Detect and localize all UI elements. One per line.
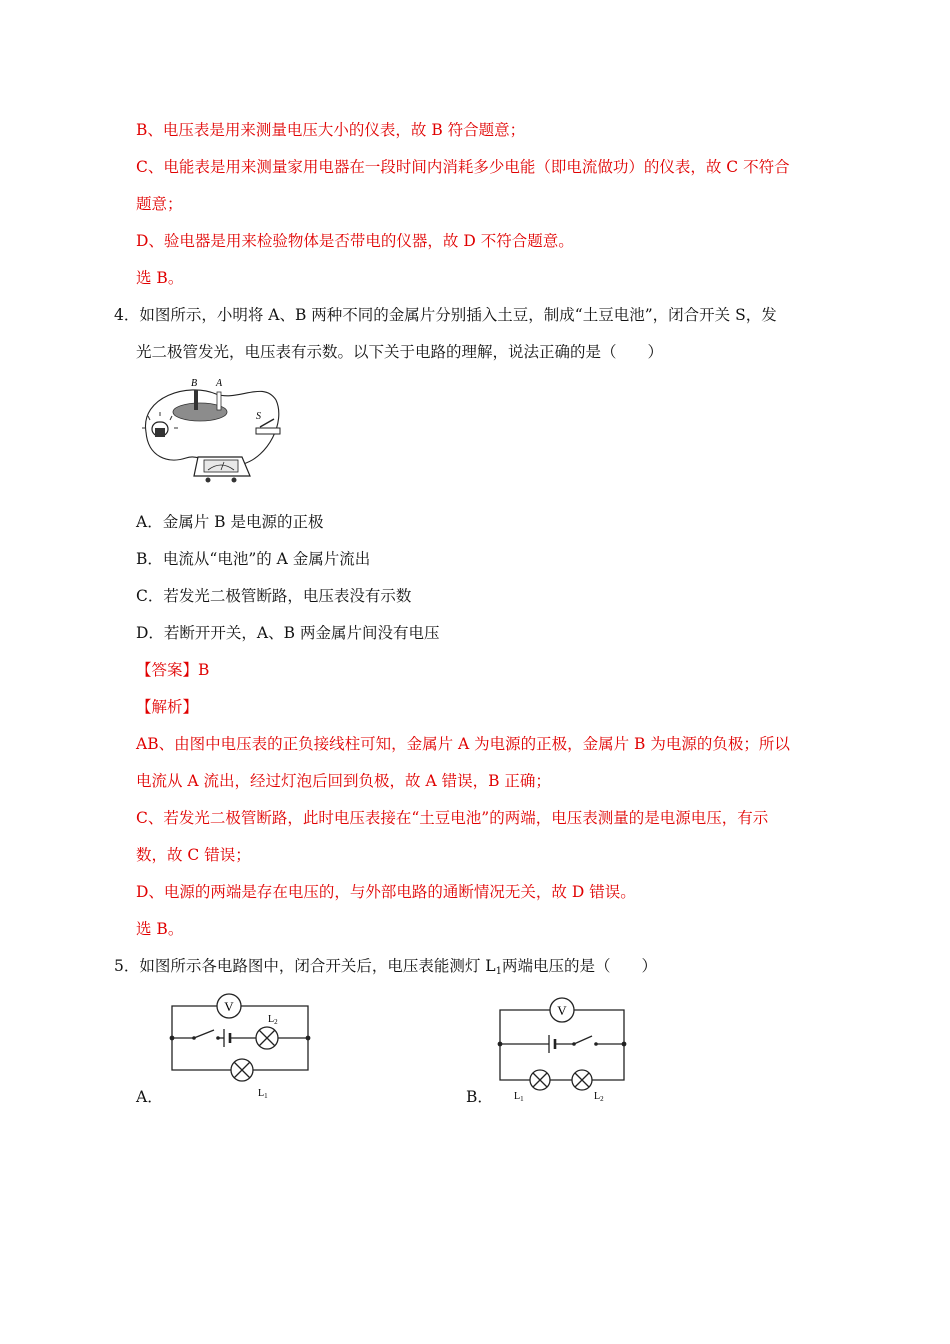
lamp-l1-icon xyxy=(530,1070,550,1090)
lamp-l2-label: $L_2$ xyxy=(268,1014,278,1026)
battery-icon xyxy=(549,1035,555,1053)
switch-icon xyxy=(256,411,280,434)
explanation-line-b: B、电压表是用来测量电压大小的仪表，故 B 符合题意； xyxy=(136,121,526,139)
q5-stem xyxy=(114,956,657,982)
explanation-conclusion: 选 B。 xyxy=(136,269,184,287)
q4-answer: 【答案】B xyxy=(136,661,210,679)
q5-stem-pre: 5．如图所示各电路图中，闭合开关后，电压表能测灯 L xyxy=(114,957,496,975)
q5-option-a[interactable]: A． xyxy=(136,1088,163,1106)
battery-icon xyxy=(224,1029,230,1047)
q4-analysis-ab-2: 电流从 A 流出，经过灯泡后回到负极，故 A 错误，B 正确； xyxy=(136,772,551,790)
q4-analysis-title: 【解析】 xyxy=(136,698,199,716)
explanation-line-c-2: 题意； xyxy=(136,195,183,213)
figure-label-b: B xyxy=(191,378,198,389)
metal-plate-a xyxy=(217,392,221,410)
q4-option-c[interactable]: C．若发光二极管断路，电压表没有示数 xyxy=(136,587,412,605)
lamp-l1-icon xyxy=(231,1059,253,1081)
q5-option-b[interactable]: B． xyxy=(466,1088,493,1106)
figure-label-a: A xyxy=(216,378,223,389)
explanation-line-d: D、验电器是用来检验物体是否带电的仪器，故 D 不符合题意。 xyxy=(136,232,574,250)
q4-analysis-ab-1: AB、由图中电压表的正负接线柱可知，金属片 A 为电源的正极，金属片 B 为电源的负极；所以 xyxy=(136,735,790,753)
q4-analysis-conclusion: 选 B。 xyxy=(136,920,184,938)
lamp-l2-label: $L_2$ xyxy=(594,1091,604,1103)
figure-label-s: S xyxy=(256,411,261,422)
lamp-l2-icon xyxy=(572,1070,592,1090)
voltmeter-label: V xyxy=(224,999,234,1014)
q5-stem-post: 两端电压的是（ ） xyxy=(501,957,657,975)
q5-stem-sub: 1 xyxy=(495,966,502,977)
q4-stem-line-1: 4．如图所示，小明将 A、B 两种不同的金属片分别插入土豆，制成“土豆电池”，闭合开关 S，发 xyxy=(114,306,777,324)
q4-analysis-c-1: C、若发光二极管断路，此时电压表接在“土豆电池”的两端，电压表测量的是电源电压，有示 xyxy=(136,809,769,827)
voltmeter-icon xyxy=(550,998,574,1022)
lamp-l2-icon xyxy=(256,1027,278,1049)
q4-option-d[interactable]: D．若断开开关，A、B 两金属片间没有电压 xyxy=(136,624,440,642)
voltmeter-icon xyxy=(217,994,241,1018)
circuit-b[interactable] xyxy=(494,996,630,1104)
explanation-line-c-1: C、电能表是用来测量家用电器在一段时间内消耗多少电能（即电流做功）的仪表，故 C 不符合 xyxy=(136,158,790,176)
potato-battery-figure xyxy=(138,372,282,490)
voltmeter-label: V xyxy=(557,1003,567,1018)
voltmeter-icon xyxy=(194,457,250,483)
lamp-l1-label: $L_1$ xyxy=(514,1091,524,1103)
q4-option-a[interactable]: A．金属片 B 是电源的正极 xyxy=(136,513,324,531)
metal-plate-b xyxy=(194,390,198,410)
lamp-l1-label: $L_1$ xyxy=(258,1088,268,1100)
q4-option-b[interactable]: B．电流从“电池”的 A 金属片流出 xyxy=(136,550,371,568)
circuit-a[interactable] xyxy=(164,992,314,1102)
q4-analysis-d: D、电源的两端是存在电压的，与外部电路的通断情况无关，故 D 错误。 xyxy=(136,883,636,901)
q4-stem-line-2: 光二极管发光，电压表有示数。以下关于电路的理解，说法正确的是（ ） xyxy=(136,343,664,361)
q4-analysis-c-2: 数，故 C 错误； xyxy=(136,846,251,864)
